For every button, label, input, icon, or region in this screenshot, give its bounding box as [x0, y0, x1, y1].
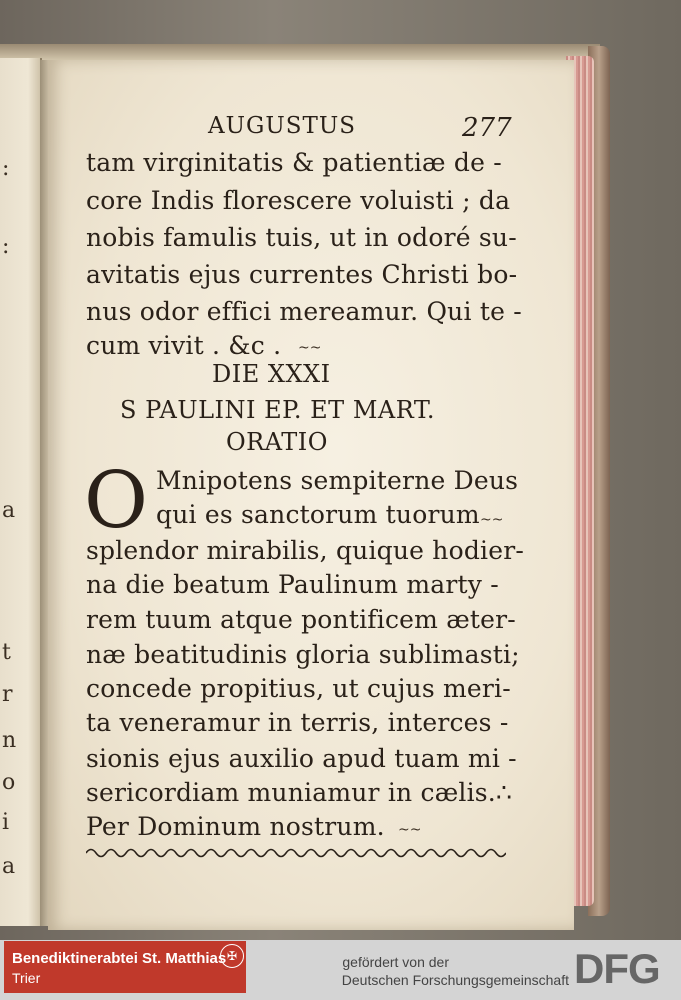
text-line: avitatis ejus currentes Christi bo- — [86, 260, 518, 289]
flourish-mark: ~~ — [298, 340, 322, 356]
decorative-border-ornament — [86, 846, 506, 860]
day-heading: DIE XXXI — [212, 360, 331, 388]
left-page-fragment: i — [2, 810, 10, 835]
page-number: 277 — [462, 113, 512, 143]
text-line: næ beatitudinis gloria sublimasti; — [86, 640, 520, 669]
left-page-fragment: o — [2, 770, 16, 795]
funded-by-label: gefördert von der — [342, 954, 449, 970]
drop-cap: O — [84, 456, 148, 546]
text-line: qui es sanctorum tuorum — [156, 500, 480, 529]
text-line: core Indis florescere voluisti ; da — [86, 186, 511, 215]
text-line: na die beatum Paulinum marty - — [86, 570, 499, 599]
text-line: tam virginitatis & patientiæ de - — [86, 148, 502, 177]
left-page-fragment: n — [2, 728, 17, 753]
dfg-logo[interactable]: DFG — [574, 945, 660, 992]
saint-heading: S PAULINI EP. ET MART. — [120, 396, 435, 424]
left-page-fragment: a — [2, 498, 16, 523]
left-page-fragment: : — [2, 156, 10, 181]
text-line: nus odor effici mereamur. Qui te - — [86, 297, 522, 326]
text-line: sionis ejus auxilio apud tuam mi - — [86, 744, 517, 773]
text-line: ta veneramur in terris, interces - — [86, 708, 509, 737]
oratio-heading: ORATIO — [226, 428, 328, 456]
left-page-fragment: a — [2, 854, 16, 879]
text-line: nobis famulis tuis, ut in odoré su- — [86, 223, 517, 252]
left-page-edge — [0, 58, 42, 926]
running-header: AUGUSTUS — [208, 113, 356, 139]
institution-name: Benediktinerabtei St. Matthias — [12, 950, 227, 967]
text-line: Mnipotens sempiterne Deus — [156, 466, 519, 495]
left-page-fragment: : — [2, 234, 10, 259]
text-line: concede propitius, ut cujus meri- — [86, 674, 511, 703]
institution-banner[interactable] — [4, 941, 246, 993]
text-line: Per Dominum nostrum. — [86, 812, 385, 841]
flourish-mark: ~~ — [480, 512, 504, 528]
text-line: rem tuum atque pontificem æter- — [86, 605, 516, 634]
left-page-fragment: r — [2, 682, 13, 707]
left-page-fragment: t — [2, 640, 11, 665]
text-line: splendor mirabilis, quique hodier- — [86, 536, 525, 565]
abbey-seal-icon: ✠ — [220, 944, 244, 968]
flourish-mark: ~~ — [398, 822, 422, 838]
institution-city: Trier — [12, 970, 41, 986]
funder-name: Deutschen Forschungsgemeinschaft — [341, 972, 569, 988]
text-line: sericordiam muniamur in cælis.∴ — [86, 778, 513, 807]
text-line: cum vivit . &c . — [86, 331, 282, 360]
